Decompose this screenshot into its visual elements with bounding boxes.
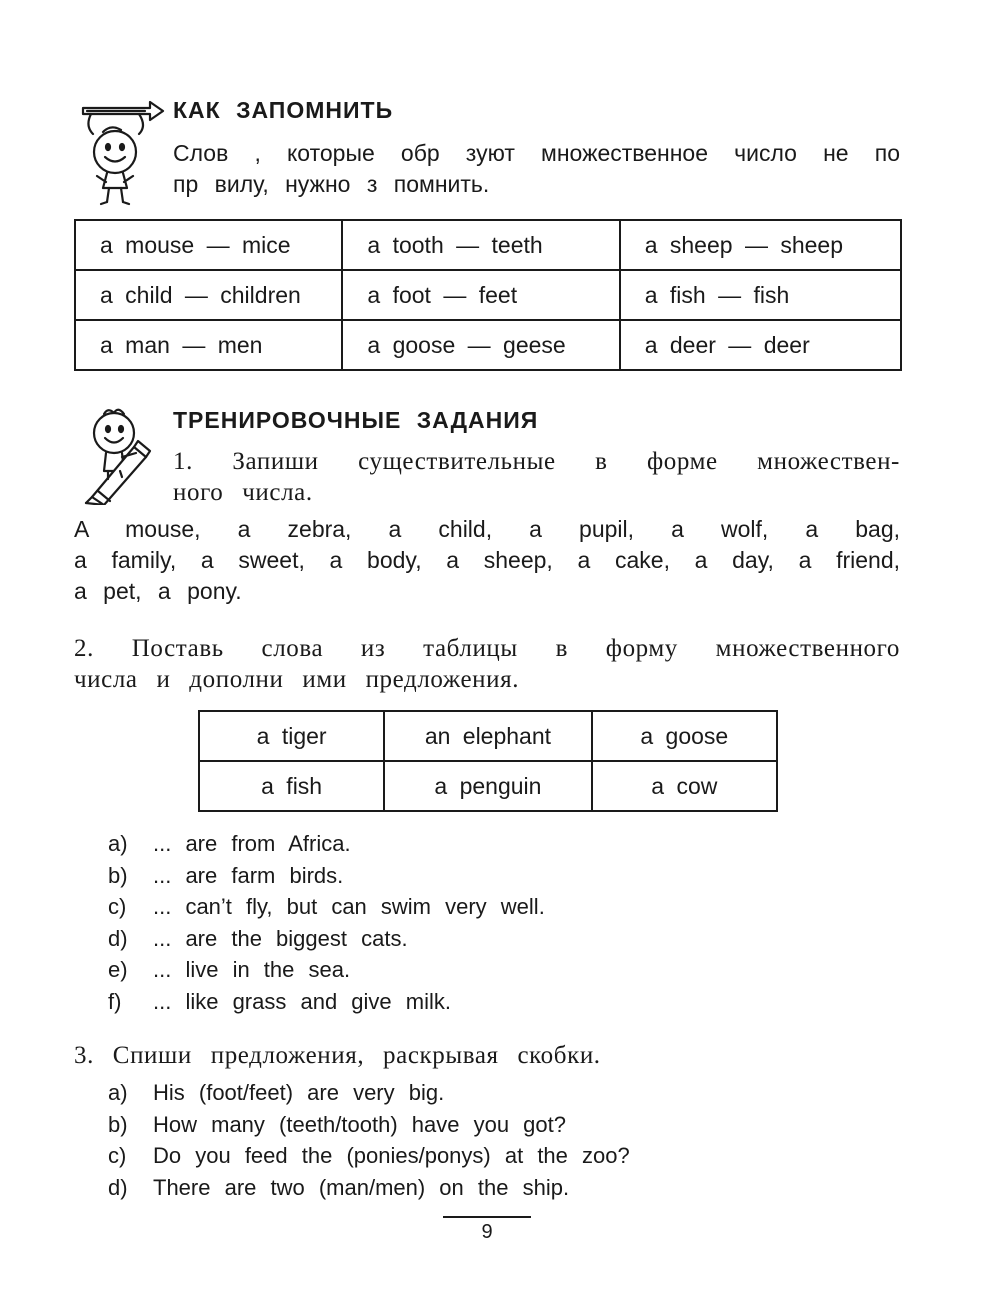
list-item: a) ... are from Africa. bbox=[108, 831, 351, 856]
section-title-how-to-remember: КАК ЗАПОМНИТЬ bbox=[173, 97, 394, 123]
table-row bbox=[199, 711, 777, 761]
table-cell: a goose — geese bbox=[342, 320, 619, 370]
table-cell: a man — men bbox=[75, 320, 342, 370]
task2-instruction-line-1: 2. Поставь слова из таблицы в форму множественного bbox=[74, 635, 900, 662]
table-cell: a tooth — teeth bbox=[342, 220, 619, 270]
task3-instruction: 3. Спиши предложения, раскрывая скобки. bbox=[74, 1042, 601, 1069]
list-item: d) There are two (man/men) on the ship. bbox=[108, 1174, 570, 1200]
table-cell: a fish — fish bbox=[620, 270, 901, 320]
table-cell: an elephant bbox=[384, 711, 591, 761]
task1-words-line-2: a family, a sweet, a body, a sheep, a cake, a day, a friend, bbox=[74, 547, 900, 573]
table-cell: a tiger bbox=[199, 711, 384, 761]
pencil-character-icon bbox=[78, 405, 170, 505]
table-cell: a penguin bbox=[384, 761, 591, 811]
page-number: 9 bbox=[481, 1221, 493, 1243]
intro-text-line-1: Слов , которые обр зуют множественное число не по bbox=[173, 140, 900, 166]
task1-words-line-1: A mouse, a zebra, a child, a pupil, a wolf, a bag, bbox=[74, 516, 900, 542]
intro-text-line-2: пр вилу, нужно з помнить. bbox=[173, 171, 490, 197]
table-cell: a deer — deer bbox=[620, 320, 901, 370]
task2-sentences-list bbox=[108, 828, 545, 1017]
table-row bbox=[75, 320, 901, 370]
task1-instruction-line-2: ного числа. bbox=[173, 479, 313, 506]
table-cell: a mouse — mice bbox=[75, 220, 342, 270]
table-cell: a sheep — sheep bbox=[620, 220, 901, 270]
section-title-training-tasks: ТРЕНИРОВОЧНЫЕ ЗАДАНИЯ bbox=[173, 407, 539, 433]
list-item: c) ... can’t fly, but can swim very well. bbox=[108, 894, 545, 919]
task3-sentences-list bbox=[108, 1077, 630, 1203]
list-item: e) ... live in the sea. bbox=[108, 957, 351, 982]
task1-words-line-3: a pet, a pony. bbox=[74, 578, 242, 604]
table-cell: a child — children bbox=[75, 270, 342, 320]
table-cell: a goose bbox=[592, 711, 777, 761]
list-item: c) Do you feed the (ponies/ponys) at the zoo? bbox=[108, 1143, 630, 1168]
task2-instruction-line-2: числа и дополни ими предложения. bbox=[74, 666, 520, 693]
page-number-rule bbox=[443, 1216, 531, 1218]
list-item: b) ... are farm birds. bbox=[108, 862, 344, 888]
table-cell: a foot — feet bbox=[342, 270, 619, 320]
list-item: f) ... like grass and give milk. bbox=[108, 988, 451, 1014]
task1-instruction-line-1: 1. Запиши существительные в форме множествен- bbox=[173, 448, 900, 475]
list-item: b) How many (teeth/tooth) have you got? bbox=[108, 1111, 566, 1137]
list-item: a) His (foot/feet) are very big. bbox=[108, 1080, 445, 1105]
animals-table bbox=[198, 710, 778, 812]
table-cell: a fish bbox=[199, 761, 384, 811]
table-row bbox=[199, 761, 777, 811]
memo-character-icon bbox=[75, 96, 170, 208]
table-cell: a cow bbox=[592, 761, 777, 811]
irregular-plurals-table bbox=[74, 219, 902, 371]
table-row bbox=[75, 220, 901, 270]
table-row bbox=[75, 270, 901, 320]
list-item: d) ... are the biggest cats. bbox=[108, 925, 408, 951]
